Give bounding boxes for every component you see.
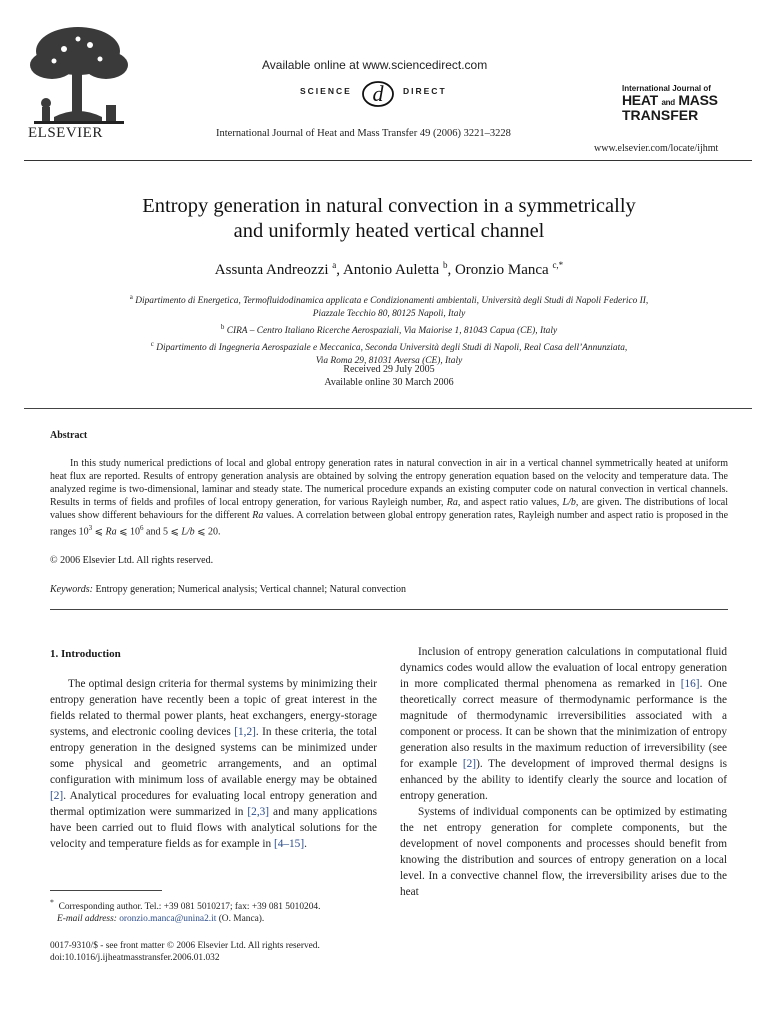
journal-url-link[interactable]: www.elsevier.com/locate/ijhmt — [594, 143, 719, 154]
abstract-segment: ⩽ 20. — [194, 526, 221, 538]
affiliation-list — [24, 291, 754, 368]
footnote-divider — [50, 890, 162, 891]
email-suffix: (O. Manca). — [218, 914, 265, 925]
text-segment: ). The development of improved thermal designs is enhanced by the ability to identify clearly the source and location of entropy generation. — [400, 758, 727, 802]
abstract-segment: ⩽ 10 — [116, 526, 140, 538]
journal-logo-transfer: TRANSFER — [622, 107, 699, 123]
abstract-segment: and 5 ⩽ — [143, 526, 182, 538]
abstract-heading: Abstract — [50, 430, 88, 441]
abstract-var: Ra — [446, 497, 458, 508]
author-list: Assunta Andreozzi $^a$, Antonio Auletta $^b$, Oronzio Manca $^{c,*}$ — [214, 260, 564, 278]
author-affil-mark: c,* — [552, 260, 564, 270]
intro-paragraph — [400, 644, 727, 804]
affiliation-text: CIRA – Centro Italiano Ricerche Aerospaziali, Via Maiorise 1, 81043 Capua (CE), Italy — [226, 326, 558, 337]
text-segment: The optimal design criteria for thermal systems by minimizing their entropy generation have recently been a topic of great interest in the fields related to thermal power plants, heat exchangers, energy-storage systems, and electronic cooling devices — [50, 678, 377, 738]
abstract-var: Ra — [105, 526, 117, 538]
available-date: Available online 30 March 2006 — [324, 377, 454, 388]
affiliation-mark: b — [220, 323, 225, 332]
sciencedirect-d-letter: d — [372, 81, 384, 106]
footnote-email — [50, 913, 390, 925]
elsevier-tree-logo — [24, 16, 132, 136]
citation-link[interactable]: [16] — [680, 678, 700, 690]
received-date: Received 29 July 2005 — [343, 364, 435, 375]
affiliation-a — [24, 291, 754, 308]
text-segment: . — [304, 838, 307, 850]
abstract-bottom-divider — [50, 609, 728, 610]
affiliation-b — [24, 321, 754, 338]
sciencedirect-direct: DIRECT — [403, 86, 447, 96]
intro-paragraph: Systems of individual components can be optimized by estimating the net entropy generation for complete components, but the development of novel components and processes should benefit from knowing the distribution and sources of entropy generation on a local level. In a convective channel flow, the irreversibility arises due to the heat — [400, 806, 727, 898]
abstract-segment: ⩽ — [92, 526, 106, 538]
author-affil-mark: a — [332, 260, 337, 270]
article-dates — [24, 363, 754, 389]
abstract-var: L/b — [181, 526, 195, 538]
abstract-segment: , and aspect ratio values, — [457, 497, 563, 508]
journal-logo-and: and — [661, 98, 675, 107]
footnote-mark: * — [50, 898, 54, 907]
affiliation-mark: a — [129, 293, 133, 301]
journal-citation: International Journal of Heat and Mass Transfer 49 (2006) 3221–3228 — [216, 128, 511, 139]
text-segment: Inclusion of entropy generation calculations in computational fluid dynamics codes would allow the evaluation of local entropy generation in more complicated thermal phenomena as remarked in — [400, 646, 727, 690]
sciencedirect-science: SCIENCE — [300, 86, 352, 96]
corresponding-author-footnote — [50, 897, 390, 925]
author-name: Oronzio Manca — [454, 262, 549, 278]
paper-title — [24, 194, 754, 244]
sciencedirect-logo — [300, 78, 460, 108]
citation-link[interactable]: [4–15] — [273, 838, 305, 850]
paper-title-line-2: and uniformly heated vertical channel — [233, 220, 545, 242]
sciencedirect-d-icon — [360, 78, 396, 108]
author-affil-mark: b — [442, 260, 448, 270]
email-link[interactable]: oronzio.manca@unina2.it — [119, 914, 217, 925]
citation-link[interactable]: [2] — [50, 790, 64, 802]
abstract-segment: , are given. The distributions of local values show different behaviours for the different — [50, 497, 729, 521]
text-segment: . In these criteria, the total entropy generation in the designed systems can be minimized under some physical and geometric arrangements, and an optimal configuration with minimum loss of available energy may be obtained — [50, 726, 377, 786]
text-segment: and many applications have been carried out to fluid flows with analytical solutions for the velocity and temperature fields as for example in — [50, 806, 377, 850]
affiliation-text: Dipartimento di Ingegneria Aerospaziale e Meccanica, Seconda Università degli Studi di Napoli, Real Casa dell’Annunziata, — [156, 343, 628, 354]
affiliation-mark: c — [150, 340, 154, 349]
abstract-exponent: 6 — [140, 524, 144, 532]
journal-logo-mass: MASS — [678, 92, 718, 108]
intro-paragraph — [50, 676, 377, 852]
doi-line[interactable]: doi:10.1016/j.ijheatmasstransfer.2006.01.032 — [50, 953, 220, 963]
journal-logo-heat: HEAT — [622, 92, 658, 108]
abstract-segment: In this study numerical predictions of local and global entropy generation rates in natural convection in air in a vertical channel symmetrically heated at uniform heat flux are reported. Results of entropy generation analysis are obtained by solving the entropy generation equation based on the velocity and temperature data. The analyzed regime is two-dimensional, laminar and steady state. The numerical procedure expands an existing computer code on natural convection in vertical channels. Results in terms of fields and profiles of local entropy generation, for various Rayleigh number, — [50, 458, 728, 508]
citation-link[interactable]: [1,2] — [234, 726, 256, 738]
affiliation-text: Dipartimento di Energetica, Termofluidodinamica applicata e Condizionamenti ambientali, Università degli Studi di Napoli Federico II, — [135, 296, 649, 307]
abstract-top-divider — [24, 408, 752, 409]
journal-logo-subtitle: International Journal of — [622, 84, 711, 93]
abstract-copyright: © 2006 Elsevier Ltd. All rights reserved. — [50, 555, 214, 566]
issn-line: 0017-9310/$ - see front matter © 2006 Elsevier Ltd. All rights reserved. — [50, 941, 320, 951]
available-online-text: Available online at www.sciencedirect.com — [262, 58, 488, 72]
right-column — [400, 644, 727, 900]
keywords-values: Entropy generation; Numerical analysis; Vertical channel; Natural convection — [95, 584, 407, 595]
abstract-exponent: 3 — [88, 524, 93, 532]
abstract-text — [50, 457, 728, 538]
publisher-name: ELSEVIER — [28, 125, 103, 141]
affiliation-a-line2: Piazzale Tecchio 80, 80125 Napoli, Italy — [312, 309, 466, 320]
text-segment: . Analytical procedures for evaluating local entropy generation and thermal optimization were summarized in — [50, 790, 377, 818]
citation-link[interactable]: [2] — [462, 758, 477, 770]
abstract-segment: values. A correlation between global entropy generation rates, Rayleigh number and aspect ratio is proposed in the ranges 10 — [50, 510, 729, 538]
footnote-corr-text: Corresponding author. Tel.: +39 081 5010217; fax: +39 081 5010204. — [58, 902, 321, 913]
section-heading-introduction: 1. Introduction — [50, 648, 121, 660]
journal-logo-heat-mass — [622, 92, 718, 108]
left-column — [50, 676, 377, 852]
keywords-line — [50, 584, 406, 595]
text-segment: . One theoretically correct measure of thermodynamic performance is the magnitude of thermodynamic irreversibilities associated with a component or process. It can be shown that the minimization of entropy generation also results in the maximum reduction of irreversibility (see for example — [400, 678, 727, 770]
header-divider — [24, 160, 752, 161]
issn-doi-block — [50, 940, 390, 964]
paper-title-line-1: Entropy generation in natural convection in a symmetrically — [142, 195, 636, 217]
author-name: Assunta Andreozzi — [214, 262, 329, 278]
author-name: Antonio Auletta — [342, 262, 440, 278]
keywords-label: Keywords: — [50, 584, 93, 595]
affiliation-c — [24, 338, 754, 355]
footnote-corr — [50, 897, 390, 913]
abstract-var: L/b — [562, 497, 576, 508]
affiliation-c-line2: Via Roma 29, 81031 Aversa (CE), Italy — [315, 356, 463, 367]
abstract-var: Ra — [252, 510, 264, 521]
citation-link[interactable]: [2,3] — [247, 806, 270, 818]
email-label: E-mail address: — [57, 914, 117, 925]
